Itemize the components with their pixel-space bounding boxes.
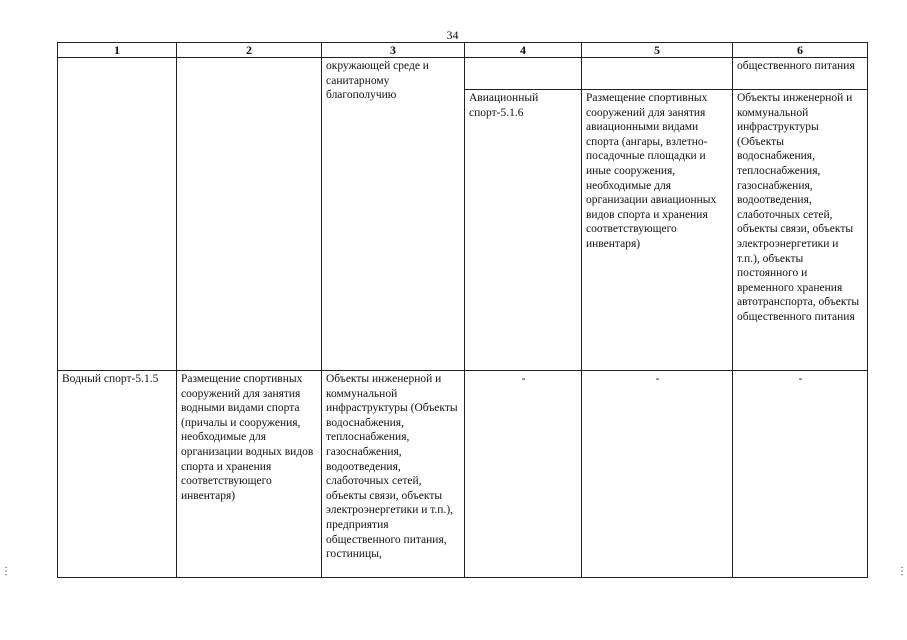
cell-aviation-col5: Размещение спортивных сооружений для занятия авиационными видами спорта (ангары, взлетно-посадочные площадки и иные сооружения, необходимые для организации авиационных видов спорта и хранения соответствующего инвентаря) — [582, 90, 733, 371]
header-row — [58, 43, 868, 58]
cell-continued-col2 — [177, 58, 322, 371]
cell-water-col2: Размещение спортивных сооружений для занятия водными видами спорта (причалы и сооружения, необходимые для организации водных видов спорта и хранения соответствующего инвентаря) — [177, 371, 322, 578]
header-col-1: 1 — [58, 43, 177, 58]
cell-aviation-col6: Объекты инженерной и коммунальной инфраструктуры (Объекты водоснабжения, теплоснабжения, газоснабжения, водоотведения, слаботочных сетей, объекты связи, объекты электроэнергетики и т.п.), объекты постоянного и временного хранения автотранспорта, объекты общественного питания — [733, 90, 868, 371]
header-col-4: 4 — [465, 43, 582, 58]
cell-aviation-col4: Авиационный спорт-5.1.6 — [465, 90, 582, 371]
left-edge-mark: ⋮ — [1, 566, 11, 577]
cell-continued-col1 — [58, 58, 177, 371]
page-number: 34 — [446, 28, 459, 42]
cell-water-col3: Объекты инженерной и коммунальной инфраструктуры (Объекты водоснабжения, теплоснабжения, газоснабжения, водоотведения, слаботочных сетей, объекты связи, объекты электроэнергетики и т.п.), предприятия общественного питания, гостиницы, — [322, 371, 465, 578]
cell-continued-col6: общественного питания — [733, 58, 868, 90]
cell-water-col5: - — [582, 371, 733, 578]
cell-continued-col3: окружающей среде и санитарному благополучию — [322, 58, 465, 371]
cell-water-col4: - — [465, 371, 582, 578]
cell-water-col6: - — [733, 371, 868, 578]
zoning-table — [57, 42, 868, 578]
table-row-water — [58, 371, 868, 578]
table-row-continued — [58, 58, 868, 90]
header-col-5: 5 — [582, 43, 733, 58]
cell-continued-col5 — [582, 58, 733, 90]
cell-continued-col4 — [465, 58, 582, 90]
header-col-6: 6 — [733, 43, 868, 58]
cell-water-col1: Водный спорт-5.1.5 — [58, 371, 177, 578]
header-col-3: 3 — [322, 43, 465, 58]
header-col-2: 2 — [177, 43, 322, 58]
right-edge-mark: ⋮ — [897, 566, 907, 577]
